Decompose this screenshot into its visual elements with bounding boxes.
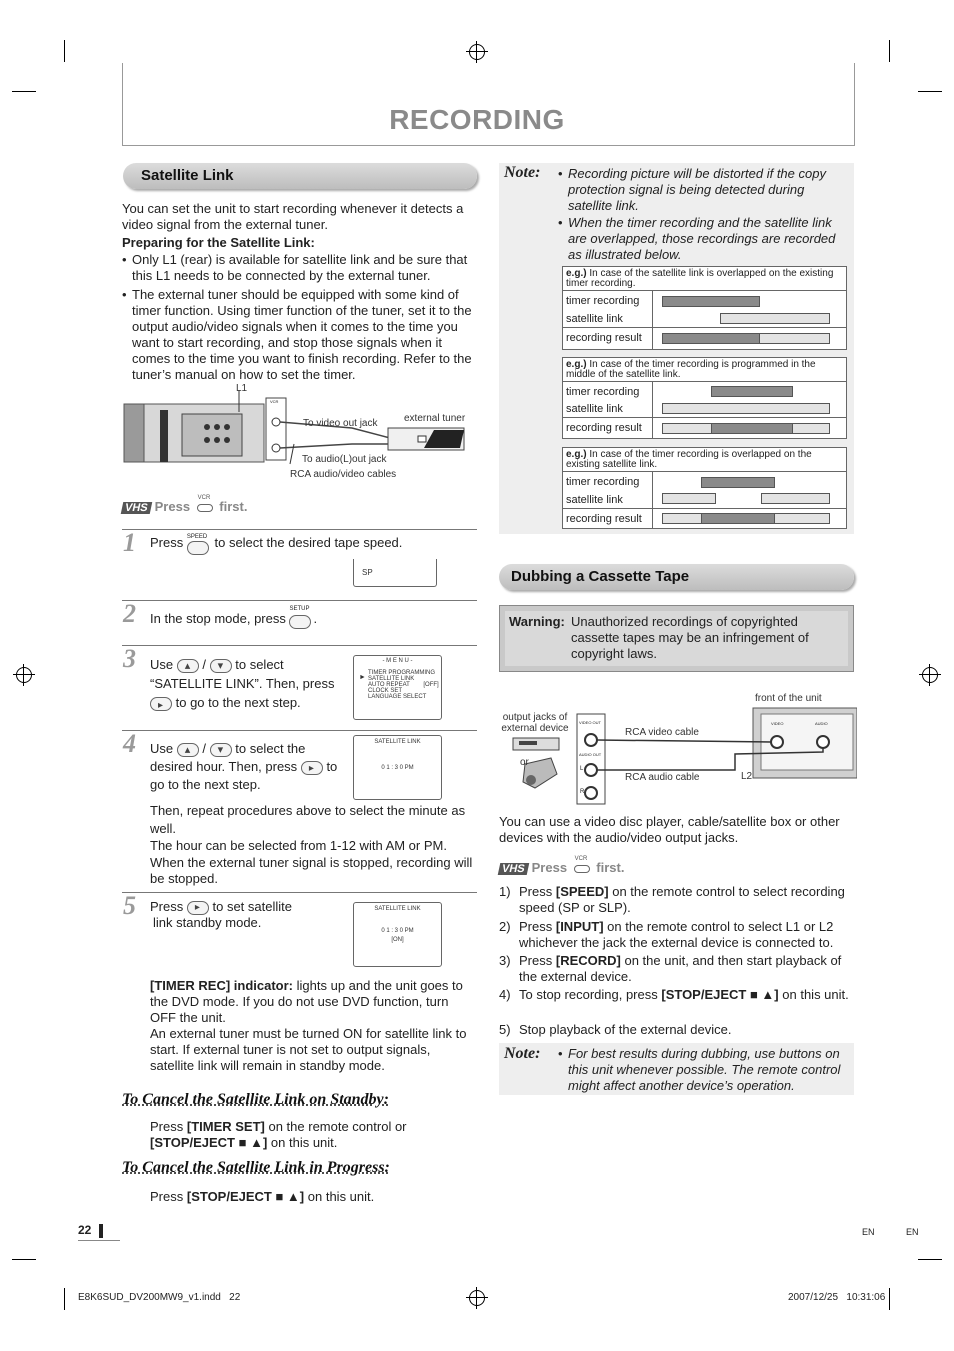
overlap-example-table-2: e.g.) In case of the timer recording is programmed in the middle of the satellite link. timer recording satellite link recording result [562,357,847,439]
dubbing-illustration [495,692,857,810]
dubbing-intro: You can use a video disc player, cable/satellite box or other devices with the audio/video output jacks. [499,814,840,845]
dubbing-step-5: 5) Stop playback of the external device. [499,1022,732,1037]
dubbing-connection-diagram [495,692,857,810]
external-tuner-text: An external tuner must be turned ON for satellite link to start. If external tuner is not set to output signals, satellite link will remain in standby mode. [150,1026,467,1073]
prep-bullet-1: • Only L1 (rear) is available for satellite link and be sure that this L1 needs to be connected by the external tuner. [122,252,477,284]
right-arrow-button-icon [187,901,209,915]
diag-l1-label: L1 [236,383,248,394]
page-number-rule [78,1240,120,1241]
diag-rca-audio-label: RCA audio cable [625,772,700,783]
dubbing-heading: Dubbing a Cassette Tape [499,564,854,590]
note-dubbing-text: • For best results during dubbing, use buttons on this unit whenever possible. The remote control might affect another device’s operation. [558,1046,848,1094]
vhs-badge: VHS [121,502,152,514]
down-arrow-button-icon [210,659,232,673]
cancel-progress-text: Press [STOP/EJECT ■ ▲] on this unit. [150,1189,375,1204]
step1-text: Press SPEED to select the desired tape speed. [150,535,470,551]
step-number: 5 [123,891,136,920]
diag-l-label: L [580,766,584,772]
step4-stop-text: When the external tuner signal is stopped, recording will be stopped. [150,855,473,886]
setup-button-label: SETUP [289,606,310,612]
diag-front-label: front of the unit [755,693,822,704]
footer-timestamp: 2007/12/25 10:31:06 [788,1292,886,1303]
dubbing-step-4: 4) To stop recording, press [STOP/EJECT ■ ▲] on this unit. [499,987,849,1002]
result-bar-timer [662,333,760,344]
prep-bullet-2: • The external tuner should be equipped with some kind of timer function. Using timer function of the tuner, set it to the output audio/video signals when it comes to the time you want to start recording, and stop those signals when it comes to the time you want to finish recording. Refer to the tuner’s manual on how to set the timer. [122,287,477,383]
down-arrow-button-icon [210,743,232,757]
result-bar-timer [711,423,793,434]
vhs-press-text: Press [531,860,568,875]
registration-mark-left [16,667,32,683]
footer-filename: E8K6SUD_DV200MW9_v1.indd 22 [78,1292,241,1303]
satellite-bar-1 [662,493,716,504]
warning-box [499,605,854,672]
diag-video-jack-label: To video out jack [303,418,378,429]
note-label: Note: [504,164,541,181]
tape-speed-display: SP [353,559,437,587]
step-number: 1 [123,528,136,557]
step-number: 3 [123,644,136,673]
warning-label: Warning: [509,614,565,629]
registration-mark-right [922,667,938,683]
right-arrow-button-icon [150,697,172,711]
result-bar-timer [701,513,775,524]
registration-mark-top [469,44,485,60]
satellite-bar [662,403,830,414]
lang-label-1: EN [862,1227,875,1237]
dubbing-step-1: 1) Press [SPEED] on the remote control to select recording speed (SP or SLP). [499,884,845,915]
diag-l2-label: L2 [741,771,753,782]
lang-label-2: EN [906,1227,919,1237]
up-arrow-button-icon [177,659,199,673]
vcr-button-icon [197,494,213,512]
note-bullet-2: • When the timer recording and the satellite link are overlapped, those recordings are recorded as illustrated below. [558,215,850,263]
step-number: 4 [123,729,136,758]
satellite-link-hour-screen: SATELLITE LINK 0 1 : 3 0 PM [353,735,442,800]
registration-mark-bottom [469,1290,485,1306]
satellite-intro: You can set the unit to start recording whenever it detects a video signal from the external tuner. [122,201,464,232]
step-divider [122,529,477,530]
step2-text: In the stop mode, press SETUP . [150,611,470,627]
step-divider [122,645,477,646]
right-arrow-button-icon [301,761,323,775]
dubbing-step-3: 3) Press [RECORD] on the unit, and then start playback of the external device. [499,953,842,984]
vhs-badge: VHS [498,863,529,875]
diag-r-label: R [580,789,585,795]
diag-video-out-label: VIDEO OUT [579,720,602,725]
dubbing-step-2: 2) Press [INPUT] on the remote control to select L1 or L2 whichever the jack the external device is connected to. [499,919,834,950]
diag-audio-out-label: AUDIO OUT [579,752,602,757]
diag-output-label: output jacks of external device [501,712,569,734]
vcr-small-label: VCR [574,855,588,862]
cancel-standby-text: Press [TIMER SET] on the remote control or [STOP/EJECT ■ ▲] on this unit. [150,1119,407,1150]
cancel-standby-heading: To Cancel the Satellite Link on Standby: [122,1091,389,1108]
setup-button [289,606,313,627]
warning-text: Unauthorized recordings of copyrighted cassette tapes may be an infringement of copyright laws. [571,614,809,661]
diag-video-label: VIDEO [771,721,784,726]
timer-bar [701,477,775,488]
overlap-example-table-3: e.g.) In case of the timer recording is overlapped on the existing satellite link. timer recording satellite link recording result [562,447,847,529]
up-arrow-button-icon [177,743,199,757]
step4-text: Use ▴ / ▾ to select the desired hour. Then, press ▸ to go to the next step. [150,740,350,794]
timer-bar [662,296,760,307]
cancel-progress-heading: To Cancel the Satellite Link in Progress: [122,1159,390,1176]
vcr-button-icon [574,855,590,873]
vhs-press-first-left [122,494,248,514]
note-label: Note: [504,1045,541,1062]
satellite-link-heading: Satellite Link [123,163,477,189]
satellite-bar [720,313,830,324]
vhs-first-text: first. [596,860,625,875]
diag-cables-label: RCA audio/video cables [290,469,397,480]
step-divider [122,892,477,893]
page-title: RECORDING [389,104,565,135]
diag-external-tuner-label: external tuner [404,413,466,424]
page-number-bar [99,1224,103,1238]
timer-bar [711,386,793,397]
step-number: 2 [123,599,136,628]
diag-audio-jack-label: To audio(L)out jack [302,454,387,465]
diag-vcr-label: VCR [270,399,279,404]
diag-or-label: or [520,757,529,768]
menu-cursor-icon: ► [359,674,366,681]
timer-rec-indicator-text: [TIMER REC] indicator: lights up and the unit goes to the DVD mode. If you do not use DVD function, turn OFF the unit. [150,978,463,1025]
note-bullet-1: • Recording picture will be distorted if the copy protection signal is being detected during satellite link. [558,166,848,214]
speed-button [187,535,211,551]
satellite-link-standby-screen: SATELLITE LINK 0 1 : 3 0 PM [ON] [353,902,442,967]
satellite-connection-diagram [122,382,477,482]
speed-button-label: SPEED [186,534,208,540]
page-number: 22 [78,1223,103,1238]
vhs-press-first-right [499,855,625,875]
satellite-bar-2 [761,493,830,504]
step-divider [122,730,477,731]
step3-text: Use ▴ / ▾ to select “SATELLITE LINK”. Then, press ▸ to go to the next step. [150,655,350,712]
step4-minute-text: Then, repeat procedures above to select the minute as well. [150,803,466,836]
preparing-heading: Preparing for the Satellite Link: [122,235,315,250]
vcr-small-label: VCR [197,494,211,501]
diag-audio-label: AUDIO [815,721,828,726]
overlap-example-table-1: e.g.) In case of the satellite link is overlapped on the existing timer recording. timer recording satellite link recording result [562,266,847,350]
step4-hour-range-text: The hour can be selected from 1-12 with AM or PM. [150,838,447,853]
diag-rca-video-label: RCA video cable [625,727,699,738]
step5-text: Press ▸ to set satellite link standby mode. [150,899,350,931]
vhs-first-text: first. [219,499,248,514]
connection-illustration [122,382,477,482]
menu-screen: - M E N U - TIMER PROGRAMMING ► SATELLITE LINK AUTO REPEAT [OFF] CLOCK SET LANGUAGE SELECT [353,655,442,720]
vhs-press-text: Press [154,499,191,514]
